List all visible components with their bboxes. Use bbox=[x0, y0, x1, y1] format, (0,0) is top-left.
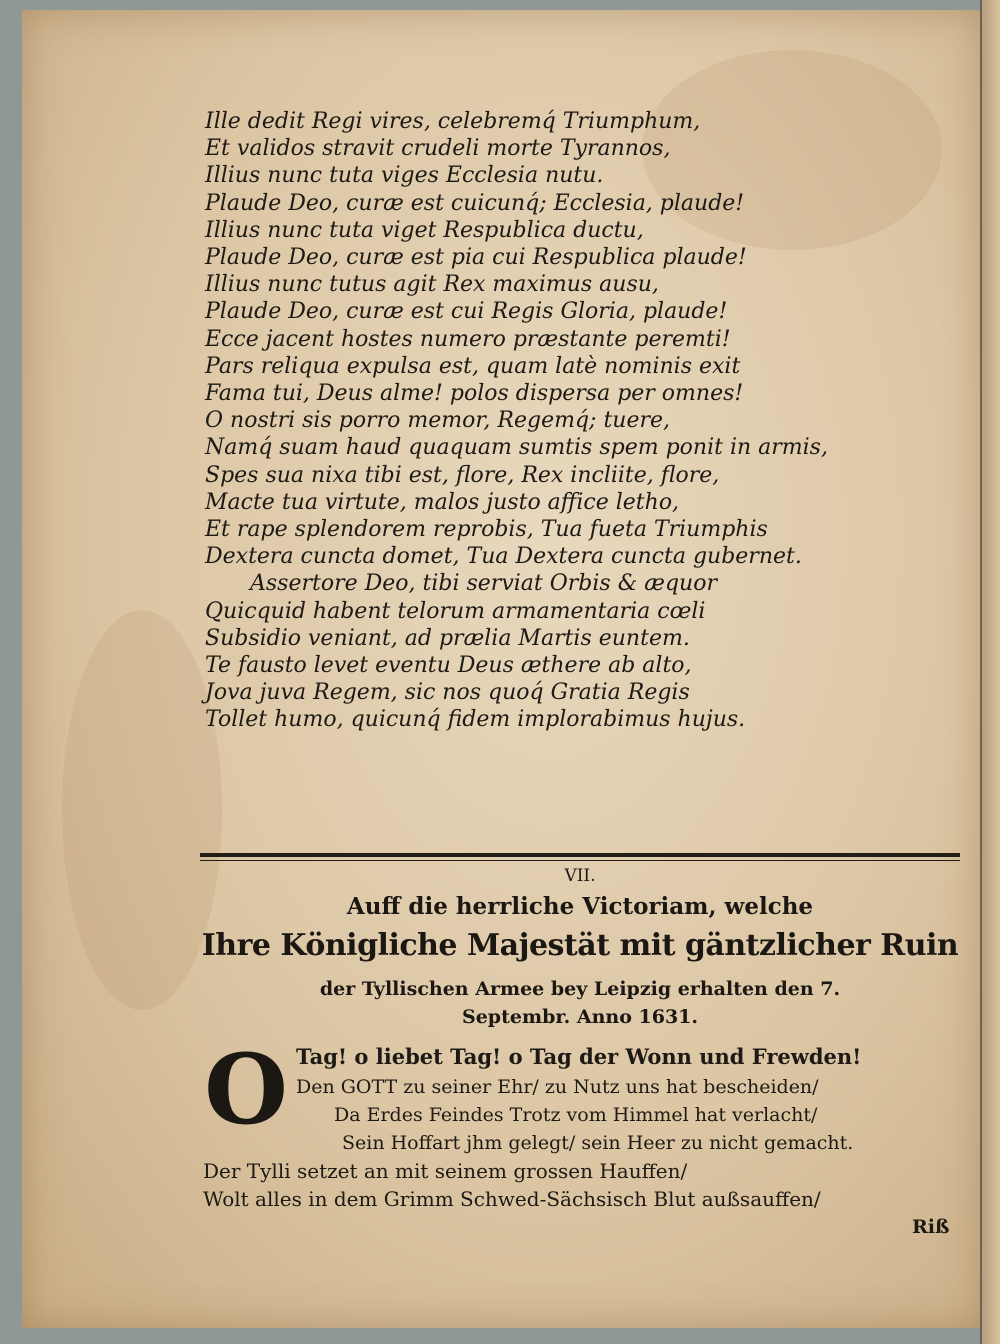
verse-line: Jova juva Regem, sic nos quoq́ Gratia Regis bbox=[205, 680, 690, 706]
section-number: VII. bbox=[564, 866, 596, 886]
verse-line: Sein Hoffart jhm gelegt/ sein Heer zu nicht gemacht. bbox=[342, 1132, 854, 1154]
german-verse-full bbox=[203, 1157, 821, 1213]
verse-line: Macte tua virtute, malos justo affice letho, bbox=[205, 489, 680, 515]
latin-verse bbox=[205, 108, 925, 734]
verse-line: Ille dedit Regi vires, celebremq́ Triumphum, bbox=[205, 109, 701, 134]
verse-line: Et validos stravit crudeli morte Tyrannos, bbox=[205, 136, 671, 162]
verse-line: O nostri sis porro memor, Regemq́; tuere, bbox=[205, 408, 670, 434]
verse-line: Subsidio veniant, ad prælia Martis euntem. bbox=[205, 625, 690, 651]
section-divider bbox=[200, 853, 960, 857]
verse-line: Ecce jacent hostes numero præstante peremti! bbox=[205, 326, 731, 352]
verse-line: Plaude Deo, curæ est cuicunq́; Ecclesia, plaude! bbox=[205, 190, 745, 216]
verse-line: Assertore Deo, tibi serviat Orbis & æquor bbox=[250, 571, 717, 597]
verse-line: Tag! o liebet Tag! o Tag der Wonn und Frewden! bbox=[296, 1044, 862, 1069]
section-divider-thin bbox=[200, 860, 960, 861]
adjacent-page-edge bbox=[980, 0, 1000, 1344]
catchword: Riß bbox=[912, 1216, 950, 1238]
verse-line: Illius nunc tuta viget Respublica ductu, bbox=[205, 217, 644, 243]
verse-line: Illius nunc tuta viges Ecclesia nutu. bbox=[205, 163, 604, 189]
decorated-initial: O bbox=[204, 1033, 288, 1146]
section-heading-line: der Tyllischen Armee bey Leipzig erhalten den 7. bbox=[319, 978, 841, 1000]
verse-line: Fama tui, Deus alme! polos dispersa per omnes! bbox=[205, 381, 744, 407]
verse-line: Der Tylli setzet an mit seinem grossen Hauffen/ bbox=[203, 1159, 688, 1183]
section-heading-line: Ihre Königliche Majestät mit gäntzlicher Ruin bbox=[201, 928, 959, 963]
verse-line: Te fausto levet eventu Deus æthere ab alto, bbox=[205, 653, 692, 679]
verse-line: Wolt alles in dem Grimm Schwed-Sächsisch Blut außsauffen/ bbox=[203, 1187, 821, 1211]
verse-line: Spes sua nixa tibi est, flore, Rex incliite, flore, bbox=[205, 462, 720, 488]
verse-line: Da Erdes Feindes Trotz vom Himmel hat verlacht/ bbox=[334, 1104, 818, 1126]
german-verse-indented bbox=[296, 1073, 853, 1157]
verse-line: Namq́ suam haud quaquam sumtis spem ponit in armis, bbox=[205, 435, 828, 461]
verse-line: Illius nunc tutus agit Rex maximus ausu, bbox=[205, 272, 659, 298]
verse-line: Dextera cuncta domet, Tua Dextera cuncta gubernet. bbox=[205, 544, 802, 570]
paper-stain bbox=[62, 610, 222, 1010]
section-heading-line: Auff die herrliche Victoriam, welche bbox=[346, 893, 814, 920]
german-verse-first bbox=[296, 1043, 861, 1071]
verse-line: Quicquid habent telorum armamentaria cœli bbox=[205, 598, 706, 624]
verse-line: Plaude Deo, curæ est cui Regis Gloria, plaude! bbox=[205, 299, 728, 325]
section-heading-line: Septembr. Anno 1631. bbox=[462, 1006, 698, 1028]
verse-line: Et rape splendorem reprobis, Tua fueta Triumphis bbox=[205, 517, 768, 543]
verse-line: Pars reliqua expulsa est, quam latè nominis exit bbox=[205, 353, 741, 379]
verse-line: Plaude Deo, curæ est pia cui Respublica plaude! bbox=[205, 245, 747, 271]
verse-line: Tollet humo, quicunq́ fidem implorabimus hujus. bbox=[205, 707, 746, 733]
verse-line: Den GOTT zu seiner Ehr/ zu Nutz uns hat bescheiden/ bbox=[296, 1076, 819, 1098]
